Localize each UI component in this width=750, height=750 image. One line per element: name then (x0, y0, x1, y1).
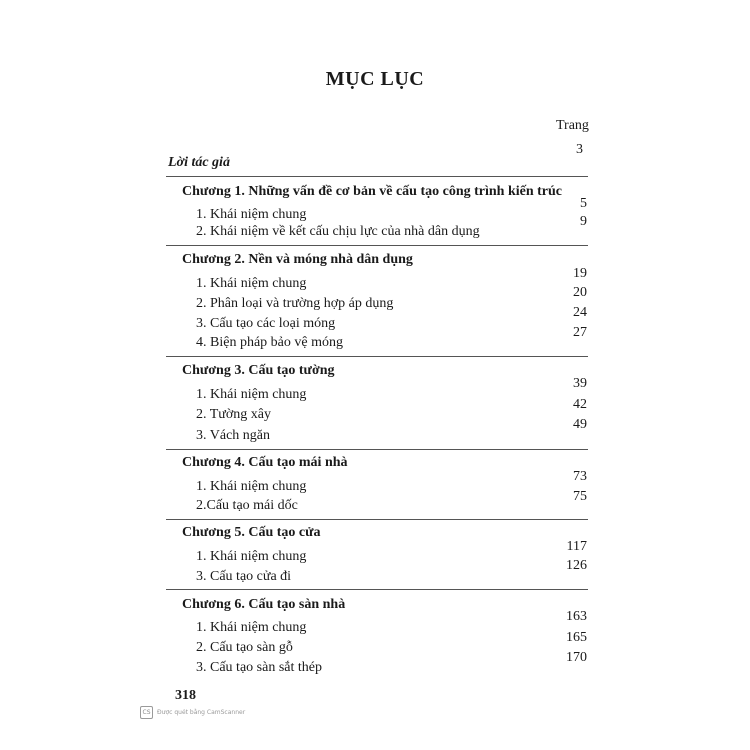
chapter-3-item-1: 1. Khái niệm chung (196, 387, 307, 402)
chapter-1-item-1-page: 5 (580, 196, 587, 211)
chapter-6-item-2: 2. Cấu tạo sàn gỗ (196, 640, 293, 655)
chapter-2-item-4-page: 27 (573, 325, 587, 340)
chapter-3-item-2-page: 42 (573, 397, 587, 412)
chapter-1-title: Chương 1. Những vấn đề cơ bản về cấu tạo công trình kiến trúc (182, 184, 563, 199)
divider (166, 356, 588, 357)
chapter-5-item-2-page: 126 (566, 558, 587, 573)
divider (166, 449, 588, 450)
foreword-page-number: 3 (576, 142, 583, 157)
chapter-6-item-3: 3. Cấu tạo sàn sắt thép (196, 660, 322, 675)
chapter-2-item-1-page: 19 (573, 266, 587, 281)
foreword-label: Lời tác giả (168, 155, 230, 170)
page-column-header: Trang (556, 118, 589, 133)
chapter-1-item-2-page: 9 (580, 214, 587, 229)
chapter-1-item-1: 1. Khái niệm chung (196, 207, 307, 222)
watermark-text: Được quét bằng CamScanner (157, 709, 246, 716)
chapter-6-item-1: 1. Khái niệm chung (196, 620, 307, 635)
camscanner-watermark (140, 706, 245, 719)
chapter-5-item-1: 1. Khái niệm chung (196, 549, 307, 564)
divider (166, 519, 588, 520)
chapter-5-title: Chương 5. Cấu tạo cửa (182, 525, 321, 540)
chapter-6-item-3-page: 170 (566, 650, 587, 665)
chapter-5-item-1-page: 117 (566, 539, 587, 554)
divider (166, 245, 588, 246)
chapter-5-item-2: 3. Cấu tạo cửa đi (196, 569, 292, 584)
chapter-2-item-2: 2. Phân loại và trường hợp áp dụng (196, 296, 394, 311)
chapter-3-title: Chương 3. Cấu tạo tường (182, 363, 335, 378)
chapter-2-item-4: 4. Biện pháp bảo vệ móng (196, 335, 343, 350)
chapter-1-item-2: 2. Khái niệm về kết cấu chịu lực của nhà dân dụng (196, 224, 480, 239)
chapter-2-item-1: 1. Khái niệm chung (196, 276, 307, 291)
chapter-6-item-1-page: 163 (566, 609, 587, 624)
page-number: 318 (175, 688, 196, 703)
chapter-2-item-2-page: 20 (573, 285, 587, 300)
chapter-4-item-1: 1. Khái niệm chung (196, 479, 307, 494)
divider (166, 176, 588, 177)
chapter-2-item-3-page: 24 (573, 305, 587, 320)
chapter-4-title: Chương 4. Cấu tạo mái nhà (182, 455, 348, 470)
chapter-6-title: Chương 6. Cấu tạo sàn nhà (182, 597, 346, 612)
chapter-4-item-1-page: 73 (573, 469, 587, 484)
chapter-2-title: Chương 2. Nền và móng nhà dân dụng (182, 252, 413, 267)
toc-title: MỤC LỤC (325, 68, 425, 90)
chapter-3-item-1-page: 39 (573, 376, 587, 391)
chapter-4-item-2-page: 75 (573, 489, 587, 504)
chapter-3-item-3: 3. Vách ngăn (196, 428, 270, 443)
chapter-3-item-2: 2. Tường xây (196, 407, 272, 422)
chapter-6-item-2-page: 165 (566, 630, 587, 645)
chapter-2-item-3: 3. Cấu tạo các loại móng (196, 316, 336, 331)
chapter-4-item-2: 2.Cấu tạo mái dốc (196, 498, 298, 513)
divider (166, 589, 588, 590)
chapter-3-item-3-page: 49 (573, 417, 587, 432)
camscanner-icon: CS (140, 706, 153, 719)
